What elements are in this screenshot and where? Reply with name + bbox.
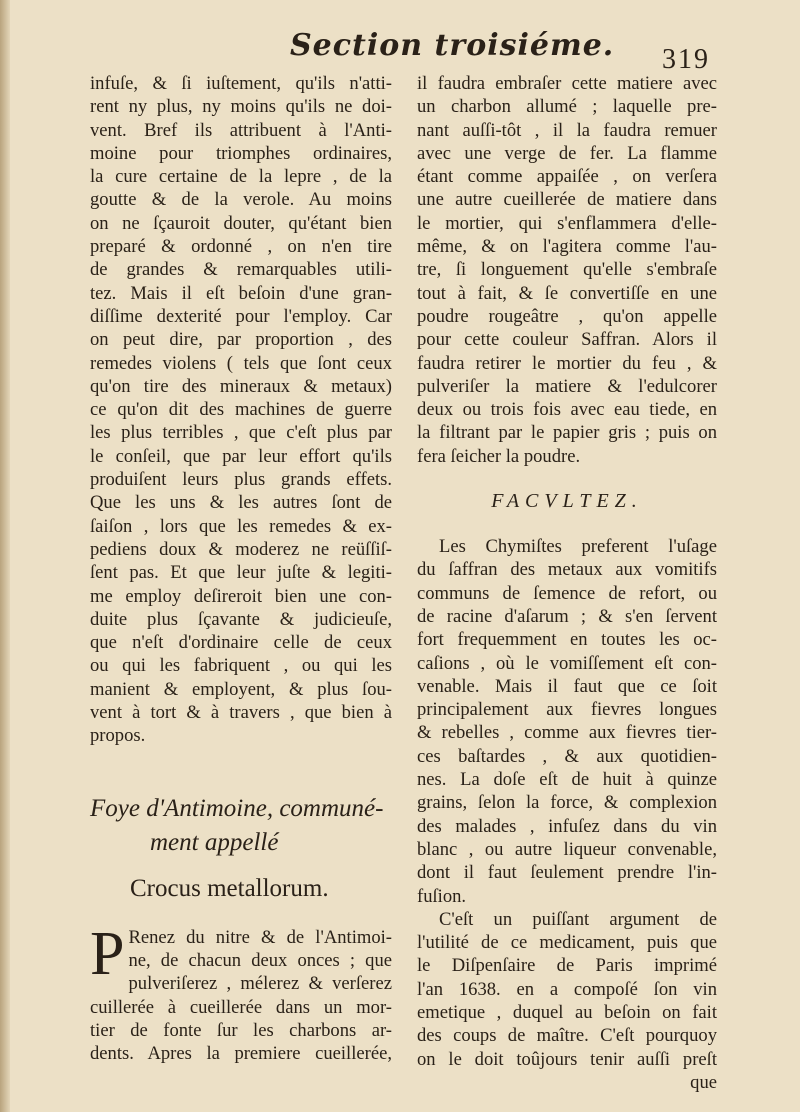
text-line: des coups de maître. C'eſt pourquoy: [417, 1025, 717, 1047]
text-line: vent. Bref ils attribuent à l'Anti-: [90, 119, 392, 141]
text-line: de racine d'aſarum ; & s'en ſervent: [417, 605, 717, 627]
text-line: & rebelles , comme aux fievres tier-: [417, 722, 717, 744]
text-line: la cure certaine de la lepre , de la: [90, 166, 392, 188]
text-line: étant comme appaiſée , on verſera: [417, 166, 717, 188]
text-line: le mortier, qui s'enflammera d'elle-: [417, 212, 717, 234]
text-line: il faudra embraſer cette matiere avec: [417, 73, 717, 94]
running-head: Section troisiéme.: [290, 28, 615, 63]
text-line: on le doit toûjours tenir auſſi preſt: [417, 1048, 717, 1070]
text-line: qu'on tire des mineraux & metaux): [90, 375, 392, 397]
page-number: 319: [662, 44, 710, 75]
text-line: Que les uns & les autres ſont de: [90, 492, 392, 514]
facultez-text: [417, 535, 717, 1071]
text-line: faudra retirer le mortier du feu , &: [417, 352, 717, 374]
text-line: on ne ſçauroit douter, qu'étant bien: [90, 212, 392, 234]
subheading-appelle: ment appellé: [150, 828, 279, 856]
left-column: [90, 72, 392, 1065]
text-line: manient & employent, & plus ſou-: [90, 678, 392, 700]
text-line: Renez du nitre & de l'Antimoi-: [128, 926, 392, 948]
text-line: diſſime dexterité pour l'employ. Car: [90, 305, 392, 327]
text-line: ne, de chacun deux onces ; que: [128, 949, 392, 971]
text-line: l'utilité de ce medicament, puis que: [417, 932, 717, 954]
text-line: communs de ſemence de refort, ou: [417, 582, 717, 604]
text-line: pediens doux & moderez ne reüſſiſ-: [90, 538, 392, 560]
text-line: C'eſt un puiſſant argument de: [439, 908, 717, 930]
text-line: ſent pas. Et que leur juſte & legiti-: [90, 562, 392, 584]
text-line: les plus terribles , que c'eſt plus par: [90, 422, 392, 444]
text-line: infuſe, & ſi iuſtement, qu'ils n'atti-: [90, 73, 392, 94]
text-line: blanc , ou autre liqueur convenable,: [417, 838, 717, 860]
text-line: cuillerée à cueillerée dans un mor-: [90, 996, 392, 1018]
text-line: Les Chymiſtes preferent l'uſage: [439, 536, 717, 558]
text-line: produiſent leurs plus grands effets.: [90, 469, 392, 491]
text-line: emetique , duquel au beſoin on fait: [417, 1001, 717, 1023]
text-line: tier de fonte ſur les charbons ar-: [90, 1019, 392, 1041]
text-line: remedes violens ( tels que ſont ceux: [90, 352, 392, 374]
text-line: nant auſſi-tôt , il la faudra remuer: [417, 119, 717, 141]
catchword: que: [690, 1071, 717, 1093]
text-line: du ſaffran des metaux aux vomitifs: [417, 559, 717, 581]
text-line: fuſion.: [417, 885, 467, 907]
text-line: ſaiſon , lors que les remedes & ex-: [90, 515, 392, 537]
text-line: dont il faut ſeulement prendre l'in-: [417, 862, 717, 884]
left-body-text: [90, 72, 392, 748]
drop-cap: P: [90, 919, 125, 988]
text-line: grains, ſelon la force, & complexion: [417, 792, 717, 814]
subheading-foye: Foye d'Antimoine, communé-: [90, 794, 384, 822]
text-line: on peut dire, par proportion , des: [90, 329, 392, 351]
text-line: principalement aux fievres longues: [417, 699, 717, 721]
text-line: de grandes & remarquables utili-: [90, 259, 392, 281]
text-line: pulveriſer la matiere & l'edulcorer: [417, 375, 717, 397]
subheading-crocus: Crocus metallorum.: [130, 874, 329, 902]
recipe-paragraph: [90, 919, 392, 1066]
text-line: dents. Apres la premiere cueillerée,: [90, 1043, 392, 1065]
right-body-text: [417, 72, 717, 468]
text-line: que n'eſt d'ordinaire celle de ceux: [90, 632, 392, 654]
text-line: nes. La doſe eſt de huit à quinze: [417, 769, 717, 791]
text-line: des malades , infuſez dans du vin: [417, 815, 717, 837]
right-column: [417, 72, 717, 1094]
text-line: tout à fait, & ſe convertiſſe en une: [417, 282, 717, 304]
text-line: tez. Mais il eſt beſoin d'une gran-: [90, 282, 392, 304]
text-line: fort frequemment en toutes les oc-: [417, 629, 717, 651]
text-line: ces baſtardes , & aux quotidien-: [417, 745, 717, 767]
text-line: rent ny plus, ny moins qu'ils ne doi-: [90, 96, 392, 118]
text-line: goutte & de la verole. Au moins: [90, 189, 392, 211]
text-line: preparé & ordonné , on n'en tire: [90, 236, 392, 258]
facultez-heading: FACVLTEZ.: [491, 490, 643, 513]
text-line: caſions , où le vomiſſement eſt con-: [417, 652, 717, 674]
text-line: poudre rougeâtre , qu'on appelle: [417, 305, 717, 327]
text-line: fera ſeicher la poudre.: [417, 445, 581, 467]
text-line: même, & on l'agitera comme l'au-: [417, 236, 717, 258]
text-line: pour cette couleur Saffran. Alors il: [417, 329, 717, 351]
text-line: propos.: [90, 725, 146, 747]
text-line: la filtrant par le papier gris ; puis on: [417, 422, 717, 444]
text-line: un charbon allumé ; laquelle pre-: [417, 96, 717, 118]
text-line: ce qu'on dit des machines de guerre: [90, 399, 392, 421]
text-line: tre, ſi longuement qu'elle s'embraſe: [417, 259, 717, 281]
text-line: moine pour triomphes ordinaires,: [90, 142, 392, 164]
text-line: venable. Mais il faut que ce ſoit: [417, 675, 717, 697]
text-line: l'an 1638. en a compoſé ſon vin: [417, 978, 717, 1000]
text-line: me employ deſireroit bien une con-: [90, 585, 392, 607]
text-line: pulveriſerez , mélerez & verſerez: [128, 973, 392, 995]
text-line: deux ou trois fois avec eau tiede, en: [417, 399, 717, 421]
text-line: avec une verge de fer. La flamme: [417, 142, 717, 164]
text-line: ou qui les fabriquent , ou qui les: [90, 655, 392, 677]
text-line: le Diſpenſaire de Paris imprimé: [417, 955, 717, 977]
text-line: duite plus ſçavante & judicieuſe,: [90, 608, 392, 630]
text-line: vent à tort & à travers , que bien à: [90, 702, 392, 724]
text-line: une autre cueillerée de matiere dans: [417, 189, 717, 211]
text-line: le conſeil, que par leur effort qu'ils: [90, 445, 392, 467]
